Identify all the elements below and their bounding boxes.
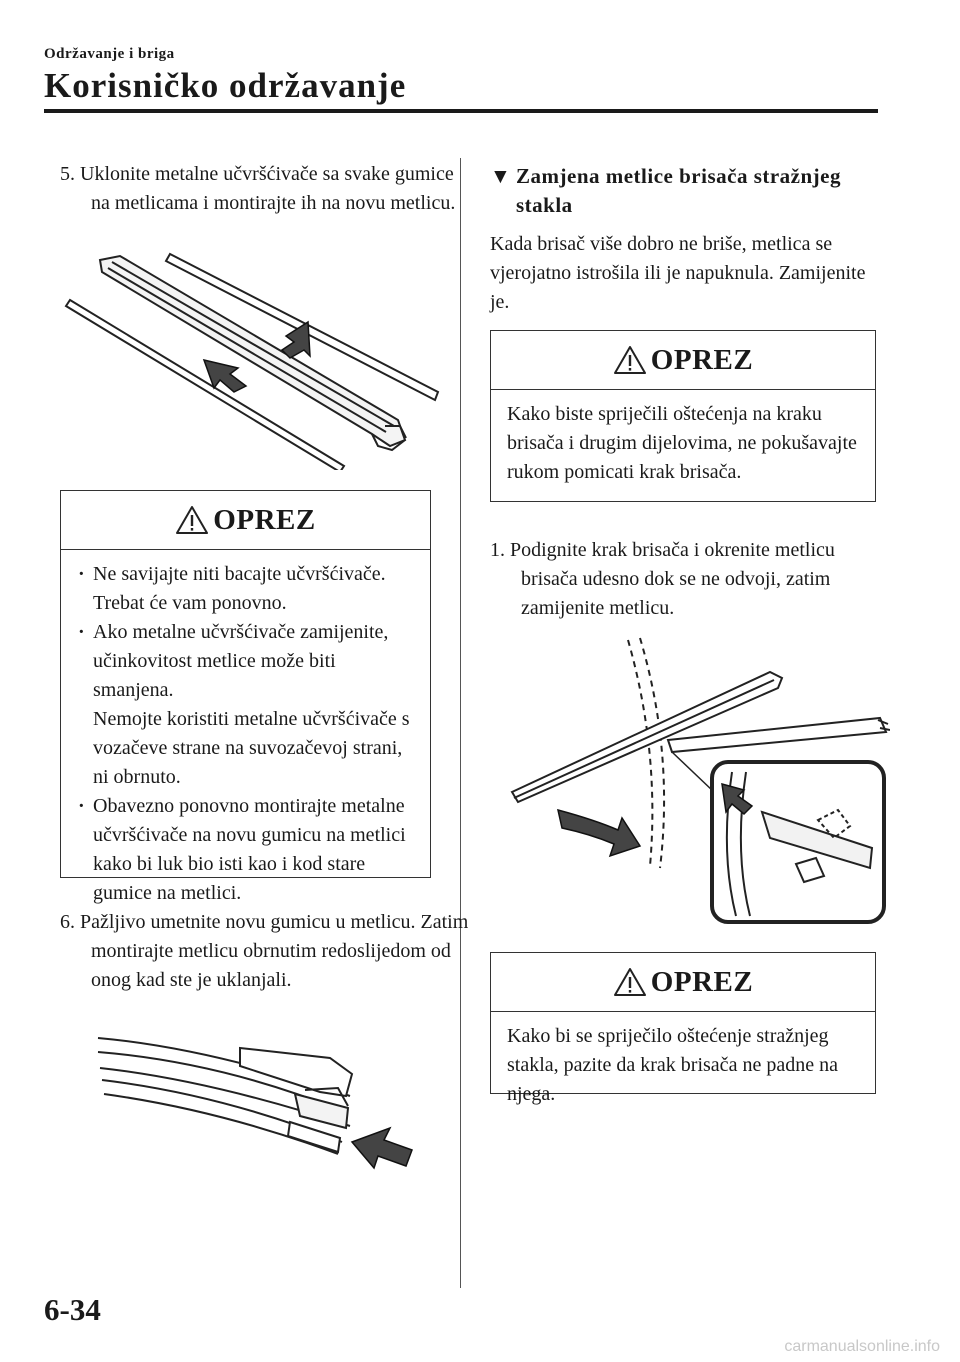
caution-header bbox=[61, 491, 430, 550]
arrow-icon bbox=[352, 1128, 412, 1168]
warning-triangle-icon bbox=[613, 967, 647, 997]
section-label: Održavanje i briga bbox=[44, 46, 175, 62]
step-5: 5. Uklonite metalne učvršćivače sa svake gumice na metlicama i montirajte ih na novu metlicu. bbox=[60, 163, 456, 214]
triangle-marker-icon: ▼ bbox=[490, 164, 512, 188]
section-heading bbox=[490, 162, 896, 220]
caution-title: OPREZ bbox=[650, 343, 754, 376]
caution-text: Kako biste spriječili oštećenja na kraku brisača i drugim dijelovima, ne pokušavajte rukom pomicati krak brisača. bbox=[507, 403, 857, 483]
caution-box bbox=[490, 952, 876, 1105]
step-6: 6. Pažljivo umetnite novu gumicu u metlicu. Zatim montirajte metlicu obrnutim redoslijedom od onog kad ste je uklanjali. bbox=[60, 911, 469, 991]
caution-bullet bbox=[77, 618, 418, 792]
column-divider bbox=[460, 158, 461, 1288]
caution-bullet: · Obavezno ponovno montirajte metalne učvršćivače na novu gumicu na metlici kako bi luk bio isti kao i kod stare gumice na metlici. bbox=[77, 792, 418, 908]
intro-paragraph: Kada brisač više dobro ne briše, metlica se vjerojatno istrošila ili je napuknula. Zamijenite je. bbox=[490, 233, 866, 313]
rotate-arrow-icon bbox=[558, 810, 640, 856]
caution-bullet-text: Ako metalne učvršćivače zamijenite, učinkovitost metlice može biti smanjena. bbox=[93, 621, 389, 701]
step-1: 1. Podignite krak brisača i okrenite metlicu brisača udesno dok se ne odvoji, zatim zamijenite metlicu. bbox=[490, 539, 835, 619]
caution-title: OPREZ bbox=[650, 965, 754, 998]
watermark: carmanualsonline.info bbox=[784, 1338, 940, 1355]
caution-box bbox=[490, 330, 876, 502]
wiper-rubber-illustration bbox=[60, 250, 450, 470]
detail-inset bbox=[712, 762, 884, 922]
caution-bullet: · Ne savijajte niti bacajte učvršćivače. Trebat će vam ponovno. bbox=[77, 560, 418, 618]
rear-wiper-illustration bbox=[500, 632, 890, 932]
section-heading-text: Zamjena metlice brisača stražnjeg stakla bbox=[516, 164, 841, 217]
blade-insert-illustration bbox=[90, 1018, 430, 1178]
title-rule bbox=[44, 109, 878, 113]
caution-title: OPREZ bbox=[213, 503, 316, 536]
caution-header bbox=[491, 953, 875, 1012]
warning-triangle-icon bbox=[613, 345, 647, 375]
warning-triangle-icon bbox=[175, 505, 209, 535]
page-title: Korisničko održavanje bbox=[44, 66, 407, 105]
page-number: 6-34 bbox=[44, 1292, 101, 1327]
caution-header bbox=[491, 331, 875, 390]
caution-bullet-extra: Nemojte koristiti metalne učvršćivače s vozačeve strane na suvozačevoj strani, ni obrnuto. bbox=[93, 708, 410, 788]
caution-box bbox=[60, 490, 431, 904]
caution-text: Kako bi se spriječilo oštećenje stražnjeg stakla, pazite da krak brisača ne padne na njega. bbox=[507, 1025, 838, 1105]
